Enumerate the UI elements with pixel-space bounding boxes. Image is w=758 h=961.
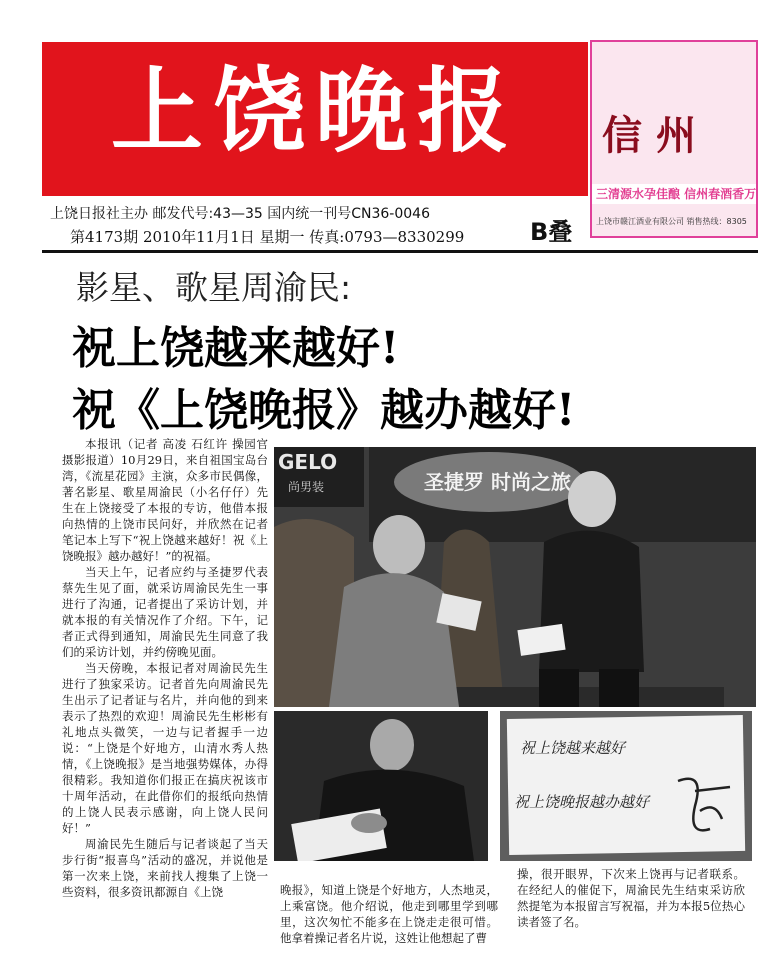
article-paragraph: 当天上午，记者应约与圣捷罗代表蔡先生见了面，就采访周渝民先生一事进行了沟通，记者提出了采访计划，并就本报的有关情况作了介绍。下午，记者正式得到通知，周渝民先生同意了我们的采访计划，并约傍晚见面。 bbox=[62, 565, 268, 659]
headline-line-1: 祝上饶越来越好! bbox=[72, 323, 400, 374]
publisher-info: 上饶日报社主办 邮发代号:43—35 国内统一刊号CN36-0046 bbox=[50, 206, 430, 222]
handwritten-note-photo bbox=[500, 711, 752, 861]
photo-subtext: 尚男装 bbox=[288, 480, 325, 494]
note-line-2: 祝上饶晚报越办越好 bbox=[514, 793, 650, 811]
newspaper-title: 上饶晚报 bbox=[110, 57, 519, 165]
ad-tagline: 三清源水孕佳酿 信州春酒香万 bbox=[592, 184, 758, 204]
article-column-left bbox=[62, 436, 268, 956]
ad-brand-text: 信州 bbox=[602, 112, 710, 159]
header-divider bbox=[42, 250, 758, 253]
masthead bbox=[42, 42, 588, 196]
ad-company-line: 上饶市赣江酒业有限公司 销售热线：8305 bbox=[596, 217, 747, 226]
headline-kicker: 影星、歌星周渝民: bbox=[76, 268, 352, 307]
article-column-middle: 晚报》，知道上饶是个好地方，人杰地灵，上乘富饶。他介绍说，他走到哪里学到哪里，这次匆忙不能多在上饶走走很可惜。他拿着操记者名片说，这姓让他想起了曹 bbox=[280, 883, 498, 945]
signing-photo bbox=[274, 711, 488, 861]
advertisement-banner bbox=[590, 40, 758, 238]
interview-photo bbox=[274, 447, 756, 707]
article-column-right: 操，很开眼界，下次来上饶再与记者联系。在经纪人的催促下，周渝民先生结束采访欣然提笔为本报留言写祝福，并为本报5位热心读者签了名。 bbox=[517, 867, 745, 929]
article-paragraph: 本报讯（记者 高凌 石红许 操园官 摄影报道）10月29日，来自祖国宝岛台湾，《流星花园》主演，众多市民偶像，著名影星、歌星周渝民（小名仔仔）先生在上饶接受了本报的专访，他借本报向热情的上饶市民问好，并欣然在记者笔记本上写下“祝上饶越来越好！祝《上饶晚报》越办越好！”的祝福。 bbox=[62, 437, 268, 563]
photo-backdrop-text: 圣捷罗 时尚之旅 bbox=[424, 470, 571, 494]
issue-info: 第4173期 2010年11月1日 星期一 传真:0793—8330299 bbox=[70, 228, 465, 246]
article-paragraph: 当天傍晚，本报记者对周渝民先生进行了独家采访。记者首先向周渝民先生出示了记者证与名片，并向他的到来表示了热烈的欢迎！周渝民先生彬彬有礼地点头微笑，一边与记者握手一边说：“上饶是个好地方，山清水秀人热情，《上饶晚报》是当地强势媒体，办得很精彩。我知道你们报正在搞庆祝该市十周年活动，在此借你们的报纸向热情的上饶人民表示感谢，向上饶人民问好！” bbox=[62, 661, 268, 835]
section-label: B叠 bbox=[530, 218, 573, 246]
note-line-1: 祝上饶越来越好 bbox=[520, 739, 626, 757]
article-paragraph: 周渝民先生随后与记者谈起了当天步行街“报喜鸟”活动的盛况，并说他是第一次来上饶，来前找人搜集了上饶一些资料，很多资讯都源自《上饶 bbox=[62, 837, 268, 899]
headline-line-2: 祝《上饶晚报》越办越好! bbox=[72, 385, 576, 436]
photo-brand-text: GELO bbox=[278, 450, 338, 474]
